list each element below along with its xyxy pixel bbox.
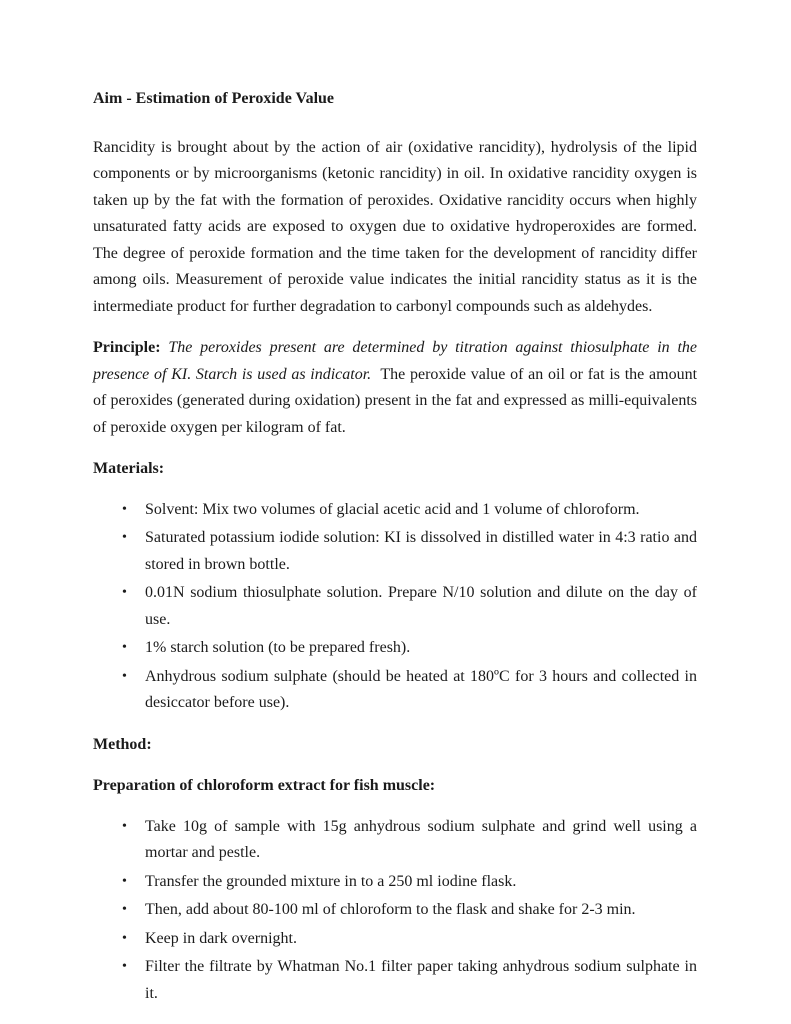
list-item: • Filter the filtrate by Whatman No.1 filter paper taking anhydrous sodium sulphate in it. — [93, 954, 697, 1007]
method-heading: Method: — [93, 735, 152, 753]
aim-heading: Aim - Estimation of Peroxide Value — [93, 90, 335, 107]
list-item: • Saturated potassium iodide solution: KI is dissolved in distilled water in 4:3 ratio and stored in brown bottle. — [93, 525, 697, 578]
preparation-subheading: Preparation of chloroform extract for fish muscle: — [93, 777, 436, 794]
principle-paragraph — [93, 335, 697, 441]
list-item: • Then, add about 80-100 ml of chloroform to the flask and shake for 2-3 min. — [93, 897, 697, 924]
intro-paragraph: Rancidity is brought about by the action of air (oxidative rancidity), hydrolysis of the lipid components or by microorganisms (ketonic rancidity) in oil. In oxidative rancidity oxygen is taken up by the fat with the formation of peroxides. Oxidative rancidity occurs when highly unsaturated fatty acids are exposed to oxygen due to oxidative hydroperoxides are formed. The degree of peroxide formation and the time taken for the development of rancidity differ among oils. Measurement of peroxide value indicates the initial rancidity status as it is the intermediate product for further degradation to carbonyl compounds such as aldehydes. — [93, 138, 697, 315]
list-item: • Keep in dark overnight. — [93, 926, 697, 953]
principle-regular-text: The peroxide value of an oil or fat is the amount of peroxides (generated during oxidation) present in the fat and expressed as milli-equivalents of peroxide oxygen per kilogram of fat. — [93, 365, 698, 436]
principle-label: Principle: — [93, 339, 161, 356]
method-list — [93, 814, 697, 1008]
list-item: • 0.01N sodium thiosulphate solution. Prepare N/10 solution and dilute on the day of use. — [93, 580, 697, 633]
principle-italic-text: The peroxides present are determined by titration against thiosulphate in the presence of KI. Starch is used as indicator. — [93, 339, 698, 383]
list-item: • Transfer the grounded mixture in to a 250 ml iodine flask. — [93, 869, 697, 896]
list-item: • Anhydrous sodium sulphate (should be heated at 180ºC for 3 hours and collected in desiccator before use). — [93, 664, 697, 717]
materials-heading: Materials: — [93, 460, 165, 477]
materials-list — [93, 497, 697, 717]
list-item: • 1% starch solution (to be prepared fresh). — [93, 635, 697, 662]
list-item: • Solvent: Mix two volumes of glacial acetic acid and 1 volume of chloroform. — [93, 497, 697, 524]
list-item: • Take 10g of sample with 15g anhydrous sodium sulphate and grind well using a mortar and pestle. — [93, 814, 697, 867]
